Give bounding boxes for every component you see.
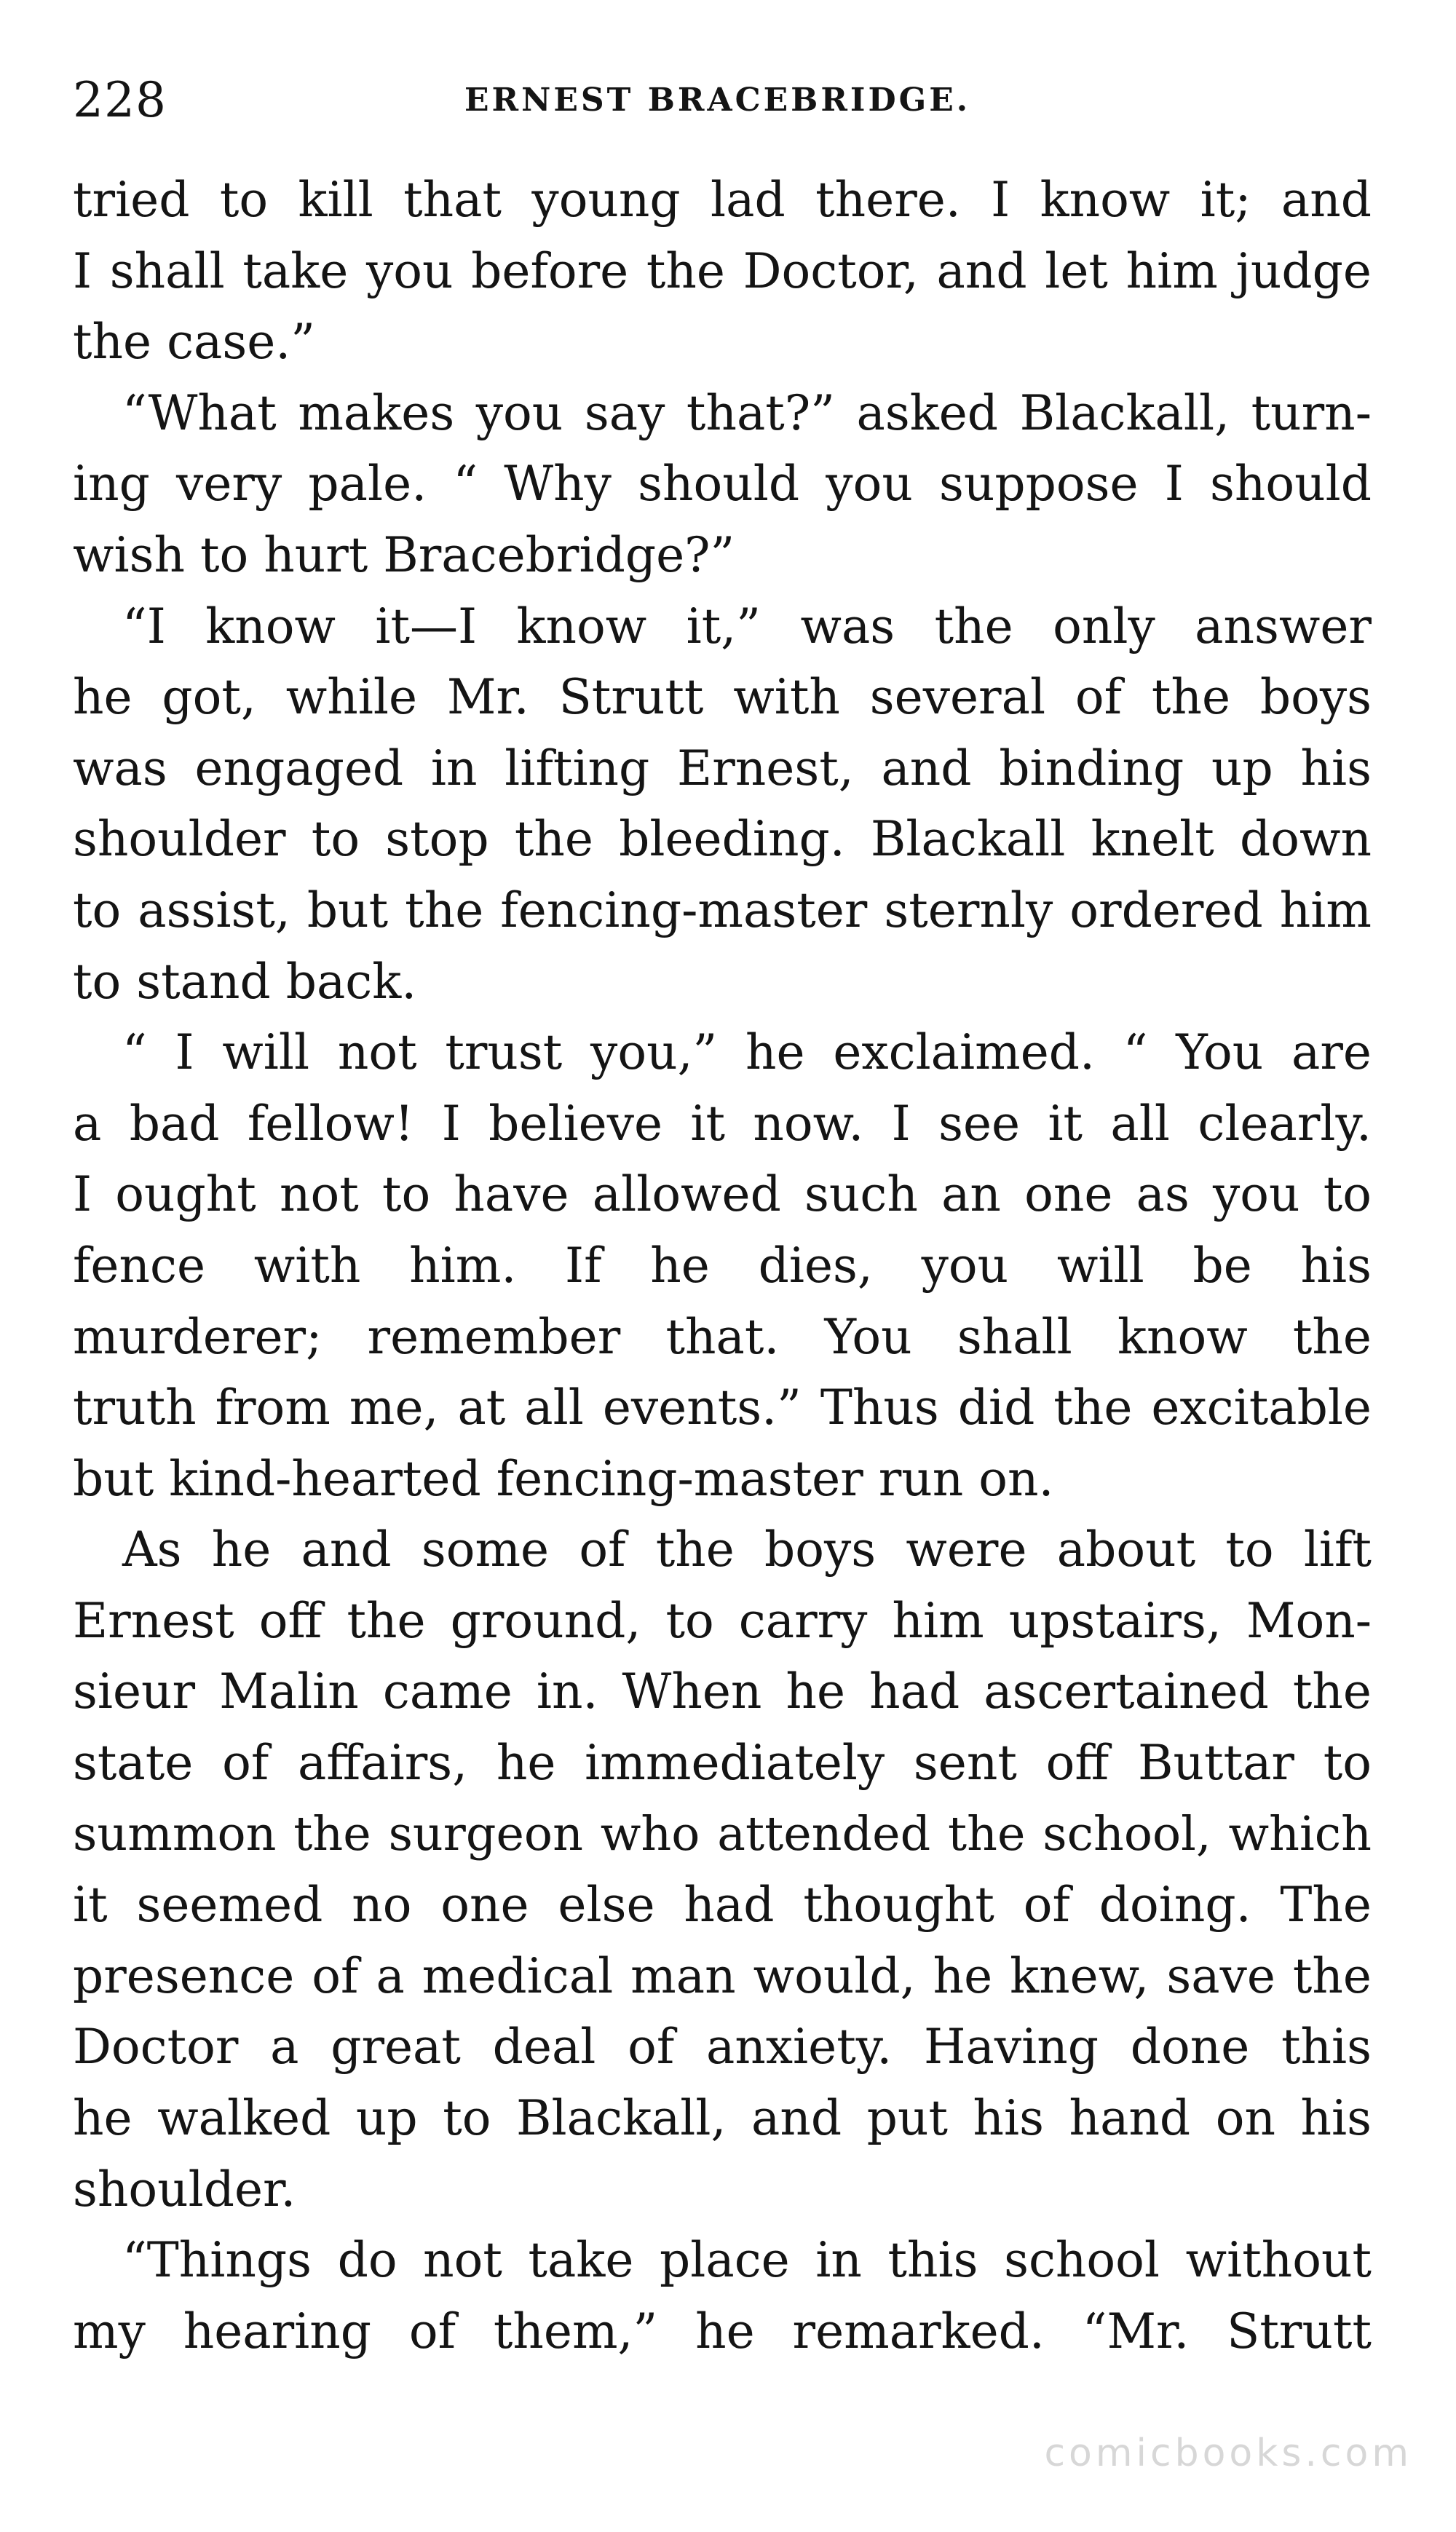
text-line: shoulder. [73,2161,296,2218]
watermark: comicbooks.com [1044,2432,1412,2475]
text-line: shoulder to stop the bleeding. Blackall knelt down [73,811,1372,868]
text-line: to stand back. [73,953,417,1010]
text-line: he got, while Mr. Strutt with several of the boys [73,669,1372,726]
text-line: presence of a medical man would, he knew, save the [73,1947,1372,2004]
text-line: As he and some of the boys were about to lift [122,1522,1372,1578]
text-line: he walked up to Blackall, and put his hand on his [73,2090,1372,2147]
text-line: murderer; remember that. You shall know the [73,1308,1372,1365]
text-line: “ I will not trust you,” he exclaimed. “ You are [122,1024,1372,1081]
text-line: “Things do not take place in this school without [122,2232,1372,2289]
text-line: Doctor a great deal of anxiety. Having done this [73,2019,1372,2076]
text-line: wish to hurt Bracebridge?” [73,526,735,583]
text-line: sieur Malin came in. When he had ascertained the [73,1663,1372,1720]
text-line: summon the surgeon who attended the school, which [73,1806,1372,1862]
text-line: “I know it—I know it,” was the only answer [122,598,1372,654]
text-line: state of affairs, he immediately sent off Buttar to [73,1735,1372,1792]
text-line: “What makes you say that?” asked Blackall, turn- [122,384,1372,441]
text-line: I shall take you before the Doctor, and let him judge [73,242,1372,299]
text-line: fence with him. If he dies, you will be his [73,1237,1372,1294]
running-title: ERNEST BRACEBRIDGE. [464,82,971,119]
text-line: ing very pale. “ Why should you suppose I should [73,456,1372,513]
text-line: Ernest off the ground, to carry him upstairs, Mon- [73,1592,1372,1649]
text-line: my hearing of them,” he remarked. “Mr. Strutt [73,2303,1372,2359]
page-number: 228 [73,72,167,128]
text-line: I ought not to have allowed such an one as you to [73,1166,1372,1223]
text-line: but kind-hearted fencing-master run on. [73,1450,1054,1507]
text-line: to assist, but the fencing-master sternly ordered him [73,882,1372,938]
body-text [73,165,1372,2367]
text-line: was engaged in lifting Ernest, and binding up his [73,740,1372,796]
text-line: tried to kill that young lad there. I know it; and [73,172,1372,228]
running-header [73,63,1383,138]
text-line: truth from me, at all events.” Thus did the excitable [73,1380,1372,1436]
text-line: the case.” [73,314,316,371]
text-line: a bad fellow! I believe it now. I see it all clearly. [73,1095,1372,1152]
text-line: it seemed no one else had thought of doing. The [73,1877,1372,1934]
